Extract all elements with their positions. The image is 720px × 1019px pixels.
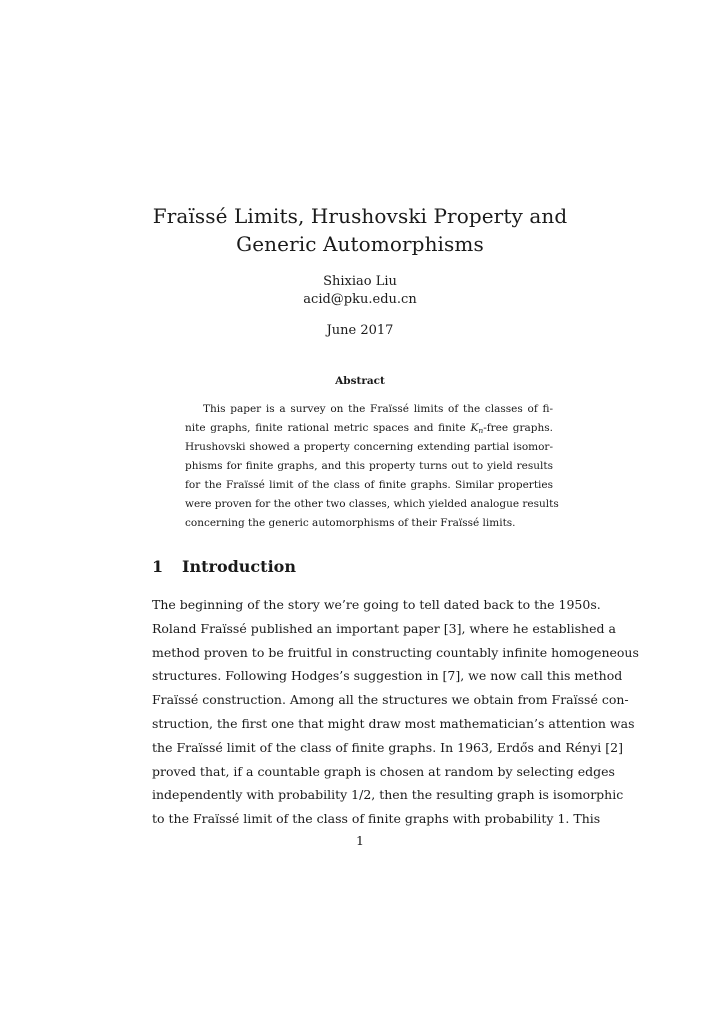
- abstract-line: concerning the generic automorphisms of their Fraïssé limits.: [185, 517, 516, 529]
- title-line-2: Generic Automorphisms: [236, 232, 484, 256]
- body-line: independently with probability 1/2, then the resulting graph is isomorphic: [152, 787, 624, 803]
- math-symbol-k: K: [470, 422, 479, 434]
- paper-title: [0, 202, 720, 258]
- section-title: Introduction: [182, 557, 296, 576]
- body-line: Roland Fraïssé published an important paper [3], where he established a: [152, 620, 616, 636]
- body-line: the Fraïssé limit of the class of finite graphs. In 1963, Erdős and Rényi [2]: [152, 739, 623, 755]
- math-subscript-n: n: [478, 425, 484, 435]
- body-line: struction, the first one that might draw most mathematician’s attention was: [152, 715, 635, 731]
- abstract-line-2-tail: -free graphs.: [483, 422, 553, 434]
- body-line: structures. Following Hodges’s suggestion in [7], we now call this method: [152, 668, 623, 684]
- abstract-heading: Abstract: [335, 375, 385, 387]
- abstract-line: Hrushovski showed a property concerning extending partial isomor-: [185, 441, 553, 453]
- page-number: 1: [356, 833, 364, 848]
- abstract-line: phisms for finite graphs, and this property turns out to yield results: [185, 460, 553, 472]
- author-email: acid@pku.edu.cn: [303, 292, 417, 307]
- abstract-line: were proven for the other two classes, which yielded analogue results: [185, 498, 559, 510]
- body-line: method proven to be fruitful in constructing countably infinite homogeneous: [152, 644, 639, 660]
- body-line: Fraïssé construction. Among all the structures we obtain from Fraïssé con-: [152, 692, 629, 708]
- abstract-line-2-text: nite graphs, finite rational metric spaces and finite K: [185, 422, 479, 434]
- author-block: [0, 273, 720, 309]
- section-heading: [152, 556, 296, 578]
- abstract-body: [185, 400, 559, 533]
- author-name: Shixiao Liu: [323, 274, 397, 289]
- paper-date: June 2017: [326, 323, 394, 338]
- body-line: to the Fraïssé limit of the class of finite graphs with probability 1. This: [152, 811, 601, 827]
- body-paragraph: [152, 593, 639, 831]
- abstract-line: [185, 419, 553, 438]
- abstract-line: This paper is a survey on the Fraïssé limits of the classes of fi-: [203, 403, 553, 415]
- abstract-line: for the Fraïssé limit of the class of finite graphs. Similar properties: [185, 479, 553, 491]
- body-line: The beginning of the story we’re going to tell dated back to the 1950s.: [152, 597, 601, 612]
- body-line: proved that, if a countable graph is chosen at random by selecting edges: [152, 763, 615, 779]
- section-number: 1: [152, 557, 164, 576]
- title-line-1: Fraïssé Limits, Hrushovski Property and: [152, 204, 568, 228]
